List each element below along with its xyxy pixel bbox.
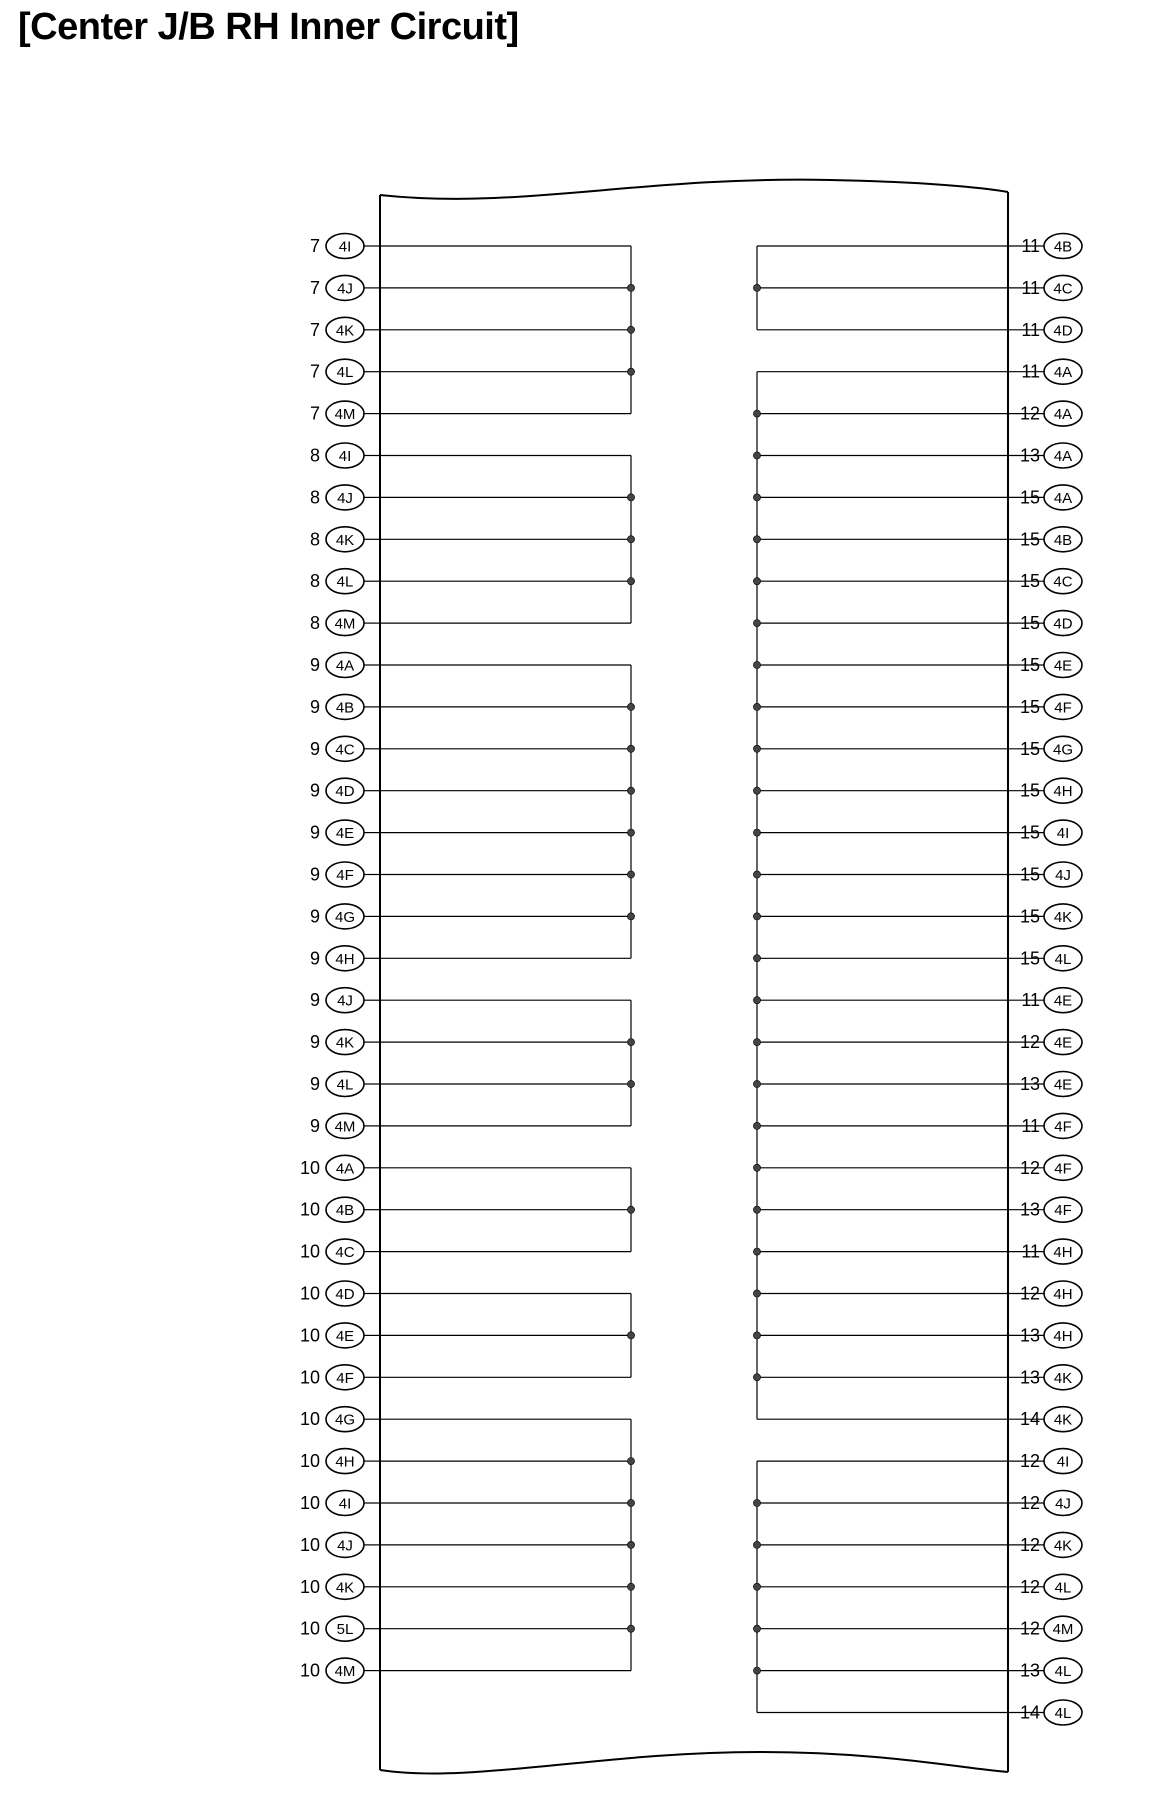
right-terminal-10 (1008, 653, 1082, 678)
right-junction-dot (753, 284, 760, 291)
terminal-pin-number: 9 (309, 1074, 320, 1094)
right-terminal-5 (1008, 443, 1082, 468)
terminal-pin-number: 12 (1019, 1534, 1040, 1555)
right-junction-dot (753, 1374, 760, 1381)
connector-code: 4K (1053, 1537, 1073, 1555)
terminal-pin-number: 9 (309, 655, 320, 675)
left-terminal-34 (300, 1658, 380, 1683)
left-junction-dot (627, 1039, 634, 1046)
connector-code: 4H (335, 1453, 355, 1471)
right-junction-dot (753, 829, 760, 836)
right-terminal-labels (1008, 234, 1082, 1726)
terminal-pin-number: 8 (309, 571, 320, 592)
terminal-pin-number: 11 (1021, 1241, 1040, 1262)
connector-code: 4F (1054, 1202, 1072, 1220)
right-junction-dot (753, 578, 760, 585)
left-junction-dot (627, 1541, 634, 1548)
right-junction-dot (753, 661, 760, 668)
right-terminal-6 (1008, 485, 1082, 510)
terminal-pin-number: 11 (1021, 361, 1040, 382)
connector-code: 4H (1053, 1244, 1073, 1262)
right-junction-dot (753, 536, 760, 543)
right-junction-dot (753, 1290, 760, 1297)
left-junction-dot (627, 745, 634, 752)
terminal-pin-number: 10 (299, 1283, 320, 1304)
right-junction-dot (753, 1248, 760, 1255)
connector-code: 4L (1054, 950, 1072, 968)
left-terminal-22 (300, 1155, 380, 1180)
connector-code: 4L (336, 364, 354, 382)
connector-code: 4D (1053, 322, 1073, 340)
connector-code: 4D (1053, 615, 1073, 633)
terminal-pin-number: 11 (1021, 990, 1040, 1011)
connector-code: 4J (337, 280, 353, 298)
terminal-pin-number: 15 (1019, 529, 1040, 550)
right-terminal-31 (1008, 1532, 1082, 1557)
connector-code: 4F (1054, 1118, 1072, 1136)
connector-code: 4M (334, 406, 356, 424)
right-junction-dot (753, 871, 760, 878)
terminal-pin-number: 10 (299, 1157, 320, 1178)
connector-code: 4L (1054, 1663, 1072, 1681)
terminal-pin-number: 12 (1019, 1283, 1040, 1304)
terminal-pin-number: 7 (309, 236, 320, 256)
terminal-pin-number: 9 (309, 738, 320, 759)
connector-code: 4I (1056, 825, 1070, 843)
terminal-pin-number: 10 (299, 1325, 320, 1346)
terminal-pin-number: 15 (1019, 613, 1040, 634)
right-terminal-34 (1008, 1658, 1082, 1683)
terminal-pin-number: 10 (299, 1534, 320, 1555)
connector-code: 4B (335, 1202, 355, 1220)
terminal-pin-number: 9 (309, 1115, 320, 1136)
connector-code: 4L (336, 1076, 354, 1094)
connector-code: 4K (1053, 1411, 1073, 1429)
left-terminal-23 (300, 1197, 380, 1222)
terminal-pin-number: 12 (1019, 1451, 1040, 1472)
right-terminal-16 (1008, 904, 1082, 929)
terminal-pin-number: 11 (1021, 319, 1040, 340)
junction-block-outline (380, 180, 1008, 1774)
terminal-pin-number: 15 (1019, 571, 1040, 592)
connector-code: 4L (1054, 1705, 1072, 1722)
wires-layer (380, 246, 1008, 1713)
left-terminal-labels (300, 234, 380, 1684)
connector-code: 4L (336, 573, 354, 591)
right-junction-dot (753, 452, 760, 459)
connector-code: 4H (1053, 783, 1073, 801)
left-terminal-30 (300, 1491, 380, 1516)
right-terminal-3 (1008, 359, 1082, 384)
connector-code: 4I (1056, 1453, 1070, 1471)
left-terminal-26 (300, 1323, 380, 1348)
connector-code: 4C (335, 1244, 355, 1262)
right-terminal-26 (1008, 1323, 1082, 1348)
right-junction-dot (753, 1499, 760, 1506)
right-junction-dot (753, 1164, 760, 1171)
connector-code: 4K (335, 1034, 355, 1052)
right-terminal-12 (1008, 736, 1082, 761)
terminal-pin-number: 15 (1019, 864, 1040, 885)
connector-code: 4J (1055, 867, 1071, 884)
right-terminal-27 (1008, 1365, 1082, 1390)
right-terminal-19 (1008, 1030, 1082, 1055)
terminal-pin-number: 11 (1021, 1115, 1040, 1136)
terminal-pin-number: 9 (309, 780, 320, 801)
connector-code: 4F (1054, 699, 1072, 717)
connector-code: 4F (336, 1369, 354, 1387)
terminal-pin-number: 10 (299, 1493, 320, 1513)
terminal-pin-number: 9 (309, 948, 320, 969)
connector-code: 4F (336, 867, 354, 884)
terminal-pin-number: 11 (1021, 236, 1040, 256)
connector-code: 4J (337, 489, 353, 507)
connector-code: 4J (1055, 1495, 1071, 1513)
left-junction-dot (627, 829, 634, 836)
left-terminal-5 (310, 443, 380, 468)
terminal-pin-number: 10 (299, 1576, 320, 1597)
terminal-pin-number: 8 (309, 445, 320, 466)
connector-code: 4G (334, 1411, 356, 1429)
box-bottom-edge (380, 1752, 1008, 1774)
terminal-pin-number: 15 (1019, 780, 1040, 801)
terminal-pin-number: 9 (309, 906, 320, 927)
right-junction-dot (753, 787, 760, 794)
right-terminal-18 (1008, 988, 1082, 1013)
connector-code: 4M (1052, 1621, 1074, 1639)
left-terminal-21 (310, 1113, 380, 1138)
left-junction-dot (627, 284, 634, 291)
left-terminal-10 (310, 653, 380, 678)
connector-code: 4G (334, 908, 356, 926)
connector-code: 4A (1053, 448, 1073, 465)
left-junction-dot (627, 494, 634, 501)
connector-code: 4A (1053, 406, 1073, 424)
connector-code: 4E (335, 825, 355, 843)
connector-code: 4B (1053, 238, 1073, 256)
terminal-pin-number: 10 (299, 1199, 320, 1220)
connector-code: 4H (1053, 1327, 1073, 1345)
right-terminal-2 (1008, 317, 1082, 342)
terminal-pin-number: 14 (1019, 1409, 1040, 1430)
connector-code: 4K (1053, 1369, 1073, 1387)
right-terminal-15 (1008, 862, 1082, 887)
left-terminal-3 (310, 359, 380, 384)
connector-code: 4A (335, 657, 355, 675)
bus-bars-layer (631, 246, 757, 1713)
connector-code: 4H (335, 950, 355, 968)
right-junction-dot (753, 1122, 760, 1129)
connector-code: 4B (1053, 531, 1073, 549)
terminal-pin-number: 13 (1019, 1325, 1040, 1346)
terminal-pin-number: 13 (1019, 1074, 1040, 1094)
right-junction-dot (753, 410, 760, 417)
terminal-pin-number: 9 (309, 990, 320, 1011)
right-terminal-7 (1008, 527, 1082, 552)
terminal-pin-number: 10 (299, 1660, 320, 1681)
right-junction-dot (753, 1625, 760, 1632)
terminal-pin-number: 7 (309, 277, 320, 298)
right-junction-dot (753, 745, 760, 752)
left-terminal-4 (310, 401, 380, 426)
right-terminal-4 (1008, 401, 1082, 426)
terminal-pin-number: 15 (1019, 738, 1040, 759)
connector-code: 4C (1053, 573, 1073, 591)
left-junction-dot (627, 578, 634, 585)
left-junction-dot (627, 1080, 634, 1087)
right-junction-dot (753, 703, 760, 710)
right-junction-dot (753, 1332, 760, 1339)
right-junction-dot (753, 1667, 760, 1674)
left-terminal-12 (310, 736, 380, 761)
right-terminal-28 (1008, 1407, 1082, 1432)
connector-code: 4J (337, 992, 353, 1010)
connector-code: 4M (334, 615, 356, 633)
right-terminal-25 (1008, 1281, 1082, 1306)
right-terminal-14 (1008, 820, 1082, 845)
left-terminal-31 (300, 1532, 380, 1557)
right-terminal-0 (1008, 234, 1082, 259)
terminal-pin-number: 15 (1019, 655, 1040, 675)
terminal-pin-number: 10 (299, 1367, 320, 1388)
terminal-pin-number: 15 (1019, 696, 1040, 717)
right-terminal-8 (1008, 569, 1082, 594)
connector-code: 4I (338, 448, 352, 465)
terminal-pin-number: 13 (1019, 1199, 1040, 1220)
connector-code: 4E (335, 1327, 355, 1345)
terminal-pin-number: 8 (309, 487, 320, 508)
terminal-pin-number: 8 (309, 529, 320, 550)
connector-code: 4L (1054, 1579, 1072, 1597)
right-junction-dot (753, 913, 760, 920)
terminal-pin-number: 15 (1019, 822, 1040, 843)
terminal-pin-number: 13 (1019, 1367, 1040, 1388)
terminal-pin-number: 12 (1019, 1618, 1040, 1639)
left-junction-dot (627, 1583, 634, 1590)
terminal-pin-number: 9 (309, 1032, 320, 1053)
left-terminal-18 (310, 988, 380, 1013)
terminal-pin-number: 9 (309, 696, 320, 717)
left-terminal-9 (310, 611, 380, 636)
connector-code: 4E (1053, 1034, 1073, 1052)
left-terminal-33 (300, 1616, 380, 1641)
terminal-pin-number: 9 (309, 864, 320, 885)
left-terminal-1 (310, 275, 380, 300)
terminal-pin-number: 10 (299, 1451, 320, 1472)
right-terminal-21 (1008, 1113, 1082, 1138)
left-terminal-25 (300, 1281, 380, 1306)
connector-code: 4F (1054, 1160, 1072, 1178)
right-terminal-22 (1008, 1155, 1082, 1180)
right-terminal-24 (1008, 1239, 1082, 1264)
terminal-pin-number: 12 (1019, 1157, 1040, 1178)
connector-code: 4C (1053, 280, 1073, 298)
left-junction-dot (627, 1625, 634, 1632)
terminal-pin-number: 15 (1019, 487, 1040, 508)
terminal-pin-number: 12 (1019, 1032, 1040, 1053)
left-terminal-2 (310, 317, 380, 342)
left-terminal-29 (300, 1449, 380, 1474)
connector-code: 4A (1053, 364, 1073, 382)
connector-code: 4I (338, 238, 352, 256)
right-junction-dot (753, 1039, 760, 1046)
right-terminal-35 (1008, 1700, 1082, 1725)
left-terminal-8 (310, 569, 380, 594)
right-junction-dot (753, 494, 760, 501)
connector-code: 4J (337, 1537, 353, 1555)
left-terminal-16 (310, 904, 380, 929)
terminal-pin-number: 10 (299, 1409, 320, 1430)
left-terminal-11 (310, 694, 380, 719)
terminal-pin-number: 9 (309, 822, 320, 843)
right-terminal-30 (1008, 1491, 1082, 1516)
left-junction-dot (627, 871, 634, 878)
left-terminal-19 (310, 1030, 380, 1055)
terminal-pin-number: 11 (1021, 277, 1040, 298)
terminal-pin-number: 15 (1019, 906, 1040, 927)
connector-code: 4D (335, 1286, 355, 1303)
connector-code: 4E (1053, 1076, 1073, 1094)
left-terminal-0 (310, 234, 380, 259)
right-terminal-9 (1008, 611, 1082, 636)
connector-code: 4H (1053, 1286, 1073, 1303)
terminal-pin-number: 13 (1019, 445, 1040, 466)
left-junction-dot (627, 1499, 634, 1506)
connector-code: 4B (335, 699, 355, 717)
left-terminal-32 (300, 1574, 380, 1599)
terminal-pin-number: 12 (1019, 403, 1040, 424)
terminal-pin-number: 14 (1019, 1702, 1040, 1723)
terminal-pin-number: 10 (299, 1241, 320, 1262)
left-junction-dot (627, 913, 634, 920)
connector-code: 4I (338, 1495, 352, 1513)
connector-code: 4K (335, 322, 355, 340)
right-terminal-20 (1008, 1072, 1082, 1097)
box-top-edge (380, 180, 1008, 199)
terminal-pin-number: 12 (1019, 1576, 1040, 1597)
terminal-pin-number: 10 (299, 1618, 320, 1639)
right-terminal-23 (1008, 1197, 1082, 1222)
left-junction-dot (627, 787, 634, 794)
right-junction-dot (753, 1080, 760, 1087)
left-junction-dot (627, 368, 634, 375)
connector-code: 4A (335, 1160, 355, 1178)
right-junction-dot (753, 1541, 760, 1548)
right-terminal-33 (1008, 1616, 1082, 1641)
left-terminal-20 (310, 1072, 380, 1097)
left-terminal-28 (300, 1407, 380, 1432)
connector-code: 4A (1053, 489, 1073, 507)
left-junction-dot (627, 1332, 634, 1339)
terminal-pin-number: 7 (309, 319, 320, 340)
left-terminal-14 (310, 820, 380, 845)
right-terminal-1 (1008, 275, 1082, 300)
connector-code: 5L (336, 1621, 354, 1639)
right-junction-dot (753, 955, 760, 962)
left-junction-dot (627, 326, 634, 333)
left-terminal-7 (310, 527, 380, 552)
left-terminal-13 (310, 778, 380, 803)
left-junction-dot (627, 703, 634, 710)
left-junction-dot (627, 536, 634, 543)
left-junction-dot (627, 1458, 634, 1465)
right-junction-dot (753, 1206, 760, 1213)
connector-code: 4D (335, 783, 355, 801)
left-terminal-17 (310, 946, 380, 971)
left-junction-dot (627, 1206, 634, 1213)
connector-code: 4E (1053, 657, 1073, 675)
left-terminal-15 (310, 862, 380, 887)
left-terminal-24 (300, 1239, 380, 1264)
terminal-pin-number: 15 (1019, 948, 1040, 969)
terminal-pin-number: 13 (1019, 1660, 1040, 1681)
connector-code: 4M (334, 1118, 356, 1136)
connector-code: 4C (335, 741, 355, 759)
connector-code: 4K (335, 531, 355, 549)
right-terminal-17 (1008, 946, 1082, 971)
connector-code: 4G (1052, 741, 1074, 759)
connector-code: 4K (1053, 908, 1073, 926)
terminal-pin-number: 8 (309, 613, 320, 634)
junction-dots-layer (627, 284, 760, 1674)
page-title: [Center J/B RH Inner Circuit] (18, 6, 519, 48)
right-junction-dot (753, 620, 760, 627)
connector-code: 4M (334, 1663, 356, 1681)
right-terminal-32 (1008, 1574, 1082, 1599)
terminal-pin-number: 7 (309, 403, 320, 424)
terminal-pin-number: 12 (1019, 1493, 1040, 1513)
right-junction-dot (753, 1583, 760, 1590)
right-terminal-11 (1008, 694, 1082, 719)
left-terminal-6 (310, 485, 380, 510)
connector-code: 4K (335, 1579, 355, 1597)
terminal-pin-number: 7 (309, 361, 320, 382)
right-terminal-13 (1008, 778, 1082, 803)
right-terminal-29 (1008, 1449, 1082, 1474)
right-junction-dot (753, 997, 760, 1004)
left-terminal-27 (300, 1365, 380, 1390)
connector-code: 4E (1053, 992, 1073, 1010)
